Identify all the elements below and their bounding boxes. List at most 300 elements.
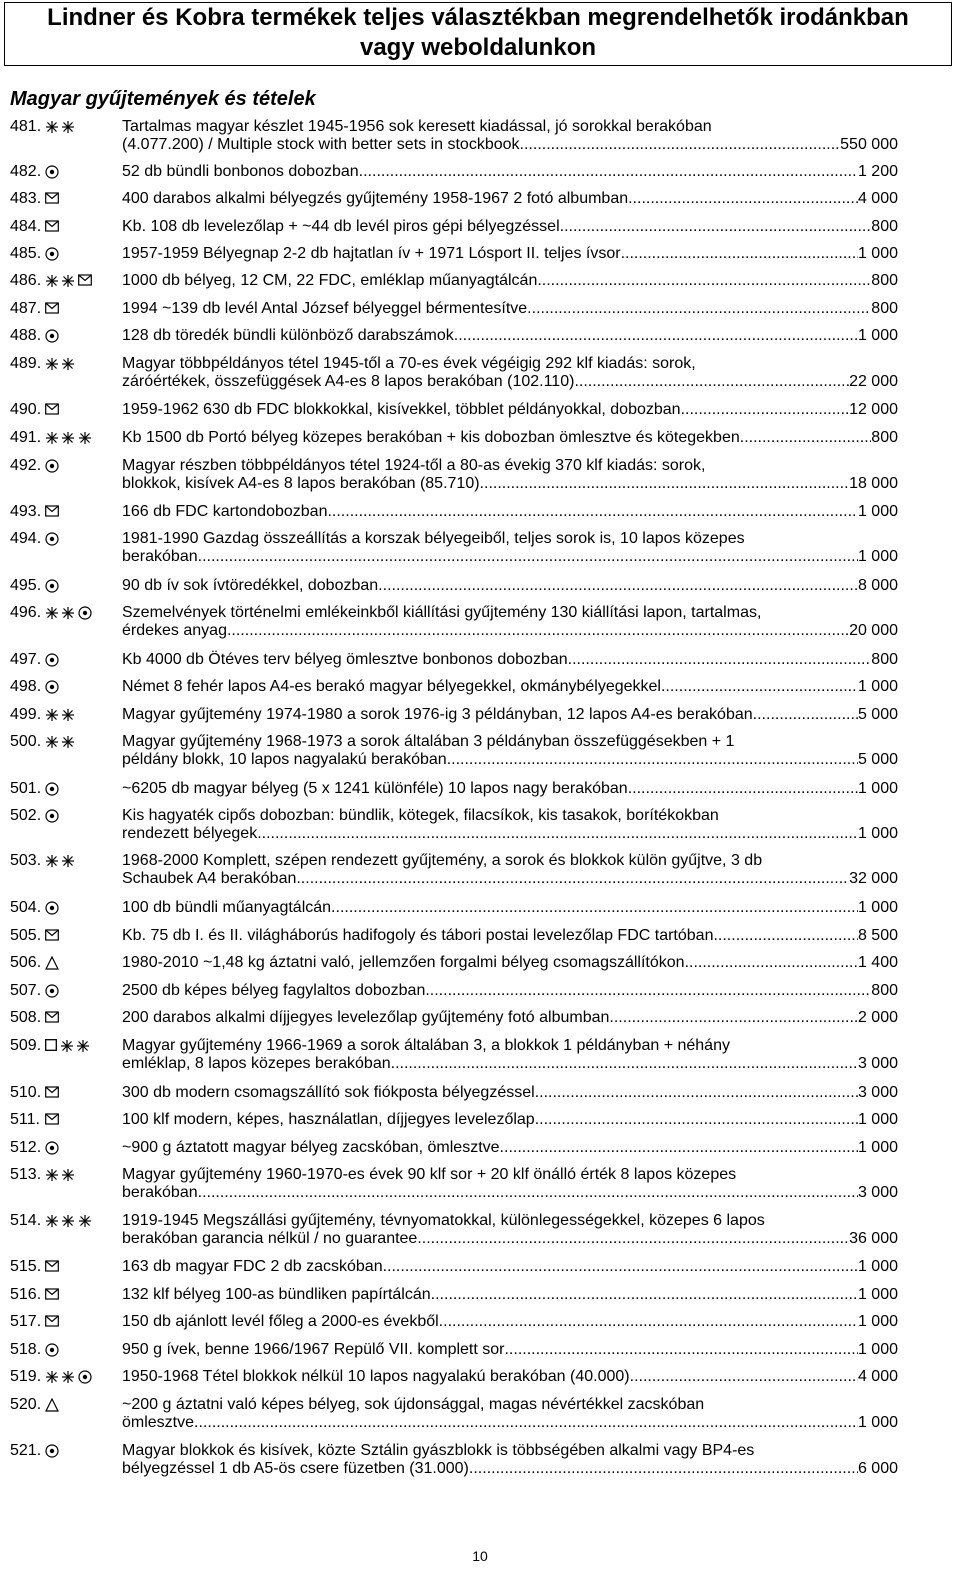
lot-price-line [122,1230,898,1248]
lot-description-line: 1981-1990 Gazdag összeállítás a korszak bélyegeiből, teljes sorok is, 10 lapos közepes [122,530,745,547]
dot-leader [535,1084,858,1102]
condition-icons [45,604,92,622]
lot-description [122,577,898,595]
cover-icon [45,403,59,417]
lot-description-last-line: 90 db ív sok ívtöredékkel, dobozban [122,577,379,594]
lot-price: 18 000 [849,475,898,492]
lot-price: 800 [871,651,898,668]
lot-price-line [122,870,898,888]
dot-leader [504,1341,857,1359]
lot-price: 3 000 [857,1055,898,1072]
mint-never-hinged-icon [45,120,75,134]
triangle-icon [45,1398,59,1412]
lot-price: 1 000 [857,1111,898,1128]
lot-description-last-line: 2500 db képes bélyeg fagylaltos dobozban [122,982,426,999]
announcement-header [4,2,952,66]
condition-icons [45,706,75,724]
dot-leader [469,1460,858,1478]
lot-description-last-line: 128 db töredék bündli különböző darabszámok [122,327,454,344]
condition-icons [45,899,59,917]
lot-price-line [122,1139,898,1157]
lot-description [122,118,898,154]
lot-price: 1 000 [857,503,898,520]
lot-description-last-line: Kb 1500 db Portó bélyeg közepes berakóban + kis dobozban ömlesztve és kötegekben [122,429,740,446]
condition-icons [45,982,59,1000]
condition-icons [45,733,75,751]
lot-description-last-line: 100 klf modern, képes, használatlan, díjjegyes levelezőlap [122,1111,535,1128]
condition-icons [45,780,59,798]
lot-price-line [122,1084,898,1102]
mint-never-hinged-icon [45,357,75,371]
dot-leader [431,1286,858,1304]
condition-icons [45,1313,59,1331]
dot-leader [568,651,872,669]
lot-price-line [122,899,898,917]
dot-leader [327,503,857,521]
lot-description [122,530,898,566]
lot-number: 493. [10,503,42,520]
lot-description-last-line: Kb 4000 db Ötéves terv bélyeg ömlesztve bonbonos dobozban [122,651,568,668]
lot-price-line [122,475,898,493]
lot-price-line [122,429,898,447]
announcement-line-2: vagy weboldalunkon [359,34,597,61]
dot-leader [628,780,858,798]
cover-icon [45,192,59,206]
lot-price: 32 000 [849,870,898,887]
lot-description-last-line: emléklap, 8 lapos közepes berakóban [122,1055,391,1072]
mint-never-hinged-icon [45,708,75,722]
cover-icon [45,1260,59,1274]
lot-description [122,429,898,447]
lot-description [122,1258,898,1276]
dot-leader [713,927,857,945]
lot-price: 800 [871,218,898,235]
lot-description [122,982,898,1000]
lot-number: 485. [10,245,42,262]
lot-price: 1 000 [857,1313,898,1330]
condition-icons [45,218,59,236]
dot-leader [480,475,850,493]
condition-icons [45,1442,59,1460]
lot-description-line: Magyar többpéldányos tétel 1945-től a 70-es évek végéigig 292 klf kiadás: sorok, [122,355,696,372]
lot-description-last-line: 100 db bündli műanyagtálcán [122,899,332,916]
lot-price: 1 400 [857,954,898,971]
lot-number: 517. [10,1313,42,1330]
lot-description-last-line: 163 db magyar FDC 2 db zacskóban [122,1258,383,1275]
lot-price-line [122,1414,898,1432]
condition-icons [45,954,59,972]
lot-price-line [122,1286,898,1304]
lot-number: 500. [10,733,42,750]
dot-leader [537,272,871,290]
lot-price-line [122,678,898,696]
lot-description [122,327,898,345]
condition-icons [45,163,59,181]
lot-description-last-line: ~6205 db magyar bélyeg (5 x 1241 különféle) 10 lapos nagy berakóban [122,780,628,797]
lot-description [122,651,898,669]
lot-price: 800 [871,982,898,999]
lot-number: 484. [10,218,42,235]
condition-icons [45,457,59,475]
used-icon [45,809,59,823]
lot-description-last-line: ~900 g áztatott magyar bélyeg zacskóban, ömlesztve [122,1139,500,1156]
lot-price-line [122,706,898,724]
lot-number: 496. [10,604,42,621]
lot-number: 516. [10,1286,42,1303]
lot-price-line [122,577,898,595]
lot-number: 521. [10,1442,42,1459]
lot-description [122,899,898,917]
lot-description-line: Magyar gyűjtemény 1968-1973 a sorok általában 3 példányban összefüggésekben + 1 [122,733,735,750]
lot-price-line [122,548,898,566]
used-icon [45,459,59,473]
condition-icons [45,927,59,945]
cover-icon [45,1086,59,1100]
lot-description-last-line: ömlesztve [122,1414,195,1431]
condition-icons [45,327,59,345]
lot-description-last-line: 1957-1959 Bélyegnap 2-2 db hajtatlan ív + 1971 Lósport II. teljes ívsor [122,245,621,262]
lot-price-line [122,1111,898,1129]
lot-price-line [122,651,898,669]
lot-price-line [122,245,898,263]
lot-number: 511. [10,1111,40,1128]
condition-icons [45,1341,59,1359]
lot-description-line: Tartalmas magyar készlet 1945-1956 sok keresett kiadással, jó sorokkal berakóban [122,118,712,135]
square-icon [45,1039,57,1053]
dot-leader [628,190,858,208]
lot-price: 4 000 [857,1368,898,1385]
cover-icon [45,1011,59,1025]
lot-price: 1 200 [857,163,898,180]
used-icon [45,579,59,593]
used-icon [45,901,59,915]
lot-price: 1 000 [857,548,898,565]
lot-number: 494. [10,530,42,547]
cover-icon [45,1113,59,1127]
dot-leader [194,1414,858,1432]
triangle-icon [45,956,59,970]
condition-icons [45,401,59,419]
used-icon [45,653,59,667]
lot-description [122,927,898,945]
cover-icon [78,274,92,288]
lot-description-last-line: Schaubek A4 berakóban [122,870,297,887]
lot-price-line [122,373,898,391]
lot-number: 505. [10,927,42,944]
dot-leader [685,954,858,972]
lot-number: 515. [10,1258,42,1275]
lot-description [122,218,898,236]
dot-leader [630,1368,858,1386]
used-icon [45,532,59,546]
section-title: Magyar gyűjtemények és tételek [10,88,316,110]
dot-leader [257,825,858,843]
lot-price: 1 000 [857,899,898,916]
lot-price: 20 000 [849,622,898,639]
lot-price-line [122,825,898,843]
used-icon [45,247,59,261]
lot-price-line [122,780,898,798]
lot-number: 483. [10,190,42,207]
lot-number: 512. [10,1139,42,1156]
lot-description-line: 1919-1945 Megszállási gyűjtemény, tévnyomatokkal, különlegességekkel, közepes 6 lapos [122,1212,765,1229]
lot-description-last-line: 300 db modern csomagszállító sok fiókposta bélyegzéssel [122,1084,535,1101]
lot-description [122,1111,898,1129]
lot-description [122,1341,898,1359]
lot-description-last-line: 52 db bündli bonbonos dobozban [122,163,359,180]
dot-leader [378,577,858,595]
dot-leader [454,327,858,345]
lot-number: 504. [10,899,42,916]
used-icon [45,1444,59,1458]
lot-price-line [122,163,898,181]
lot-price: 1 000 [857,780,898,797]
lot-description [122,1139,898,1157]
lot-price: 1 000 [857,1139,898,1156]
lot-description-last-line: Kb. 108 db levelezőlap + ~44 db levél piros gépi bélyegzéssel [122,218,560,235]
lot-description [122,852,898,888]
cover-icon [45,505,59,519]
lot-number: 502. [10,807,42,824]
lot-description-last-line: Magyar gyűjtemény 1974-1980 a sorok 1976-ig 3 példányban, 12 lapos A4-es berakóban [122,706,753,723]
lot-description-last-line: 150 db ajánlott levél főleg a 2000-es évekből [122,1313,439,1330]
condition-icons [45,272,92,290]
lot-description-last-line: (4.077.200) / Multiple stock with better sets in stockbook [122,136,520,153]
lot-price: 1 000 [857,678,898,695]
lot-description [122,1286,898,1304]
lot-price-line [122,1368,898,1386]
lot-description [122,1037,898,1073]
lot-number: 489. [10,355,42,372]
mint-never-hinged-icon [45,606,75,620]
lot-number: 482. [10,163,42,180]
lot-description [122,807,898,843]
lot-description-line: Magyar gyűjtemény 1966-1969 a sorok általában 3, a blokkok 1 példányban + néhány [122,1037,730,1054]
cover-icon [45,1315,59,1329]
lot-price: 36 000 [849,1230,898,1247]
condition-icons [45,503,59,521]
lot-description-last-line: 166 db FDC kartondobozban [122,503,328,520]
cover-icon [45,220,59,234]
lot-description [122,272,898,290]
used-icon [45,782,59,796]
lot-description [122,457,898,493]
lot-description-last-line: 1994 ~139 db levél Antal József bélyeggel bérmentesítve [122,300,528,317]
lot-description-last-line: példány blokk, 10 lapos nagyalakú berakóban [122,751,447,768]
condition-icons [45,1286,59,1304]
dot-leader [439,1313,858,1331]
lot-description-last-line: rendezett bélyegek [122,825,258,842]
lot-number: 495. [10,577,42,594]
lot-price-line [122,136,898,154]
dot-leader [447,751,858,769]
lot-number: 487. [10,300,42,317]
dot-leader [425,982,871,1000]
lot-price-line [122,982,898,1000]
lot-price: 1 000 [857,1286,898,1303]
dot-leader [383,1258,858,1276]
lot-description-last-line: 950 g ívek, benne 1966/1967 Repülő VII. komplett sor [122,1341,505,1358]
dot-leader [609,1009,858,1027]
condition-icons [45,1258,59,1276]
dot-leader [417,1230,849,1248]
condition-icons [45,1368,92,1386]
lot-number: 492. [10,457,42,474]
dot-leader [681,401,849,419]
condition-icons [45,245,59,263]
lot-price: 800 [871,429,898,446]
lot-price-line [122,401,898,419]
dot-leader [500,1139,858,1157]
used-icon [45,165,59,179]
lot-description-last-line: érdekes anyag [122,622,227,639]
lot-price-line [122,300,898,318]
lot-number: 506. [10,954,42,971]
lot-price-line [122,503,898,521]
lot-price-line [122,1055,898,1073]
mint-never-hinged-icon [45,854,75,868]
lot-description [122,1009,898,1027]
lot-price: 800 [871,300,898,317]
lot-price-line [122,751,898,769]
mint-never-hinged-icon [45,1370,75,1384]
lot-description-last-line: blokkok, kisívek A4-es 8 lapos berakóban (85.710) [122,475,480,492]
dot-leader [359,163,858,181]
dot-leader [535,1111,858,1129]
lot-price: 2 000 [857,1009,898,1026]
lot-number: 514. [10,1212,42,1229]
lot-number: 501. [10,780,42,797]
condition-icons [45,852,75,870]
condition-icons [45,429,92,447]
dot-leader [520,136,841,154]
mint-never-hinged-icon [60,1039,90,1053]
dot-leader [331,899,858,917]
lot-description-line: Magyar részben többpéldányos tétel 1924-től a 80-as évekig 370 klf kiadás: sorok, [122,457,706,474]
condition-icons [45,1212,92,1230]
lot-price: 4 000 [857,190,898,207]
lot-description-last-line: 400 darabos alkalmi bélyegzés gyűjtemény 1958-1967 2 fotó albumban [122,190,629,207]
lot-price: 1 000 [857,825,898,842]
lot-description [122,401,898,419]
dot-leader [198,548,858,566]
dot-leader [560,218,872,236]
lot-number: 507. [10,982,42,999]
lot-description [122,1368,898,1386]
lot-description [122,245,898,263]
lot-description [122,300,898,318]
lot-price: 1 000 [857,1341,898,1358]
lot-description-last-line: 1000 db bélyeg, 12 CM, 22 FDC, emléklap műanyagtálcán [122,272,538,289]
lot-price: 1 000 [857,327,898,344]
lot-number: 499. [10,706,42,723]
lot-number: 519. [10,1368,42,1385]
lot-description [122,678,898,696]
condition-icons [45,300,59,318]
lot-price-line [122,1009,898,1027]
lot-description [122,190,898,208]
mint-never-hinged-icon [45,431,75,445]
lot-price: 1 000 [857,1258,898,1275]
lot-description [122,163,898,181]
used-icon [45,984,59,998]
lot-description-last-line: Német 8 fehér lapos A4-es berakó magyar bélyegekkel, okmánybélyegekkel [122,678,661,695]
lot-description [122,780,898,798]
condition-icons [45,530,59,548]
condition-icons [45,1037,90,1055]
dot-leader [753,706,858,724]
lot-price: 1 000 [857,245,898,262]
lot-description-last-line: berakóban [122,1184,198,1201]
cover-icon [45,302,59,316]
condition-icons [45,190,59,208]
mint-hinged-icon [78,1214,92,1228]
used-icon [78,1370,92,1384]
lot-description [122,733,898,769]
lot-description [122,706,898,724]
lot-price: 8 000 [857,577,898,594]
lot-description [122,604,898,640]
dot-leader [661,678,858,696]
lot-number: 491. [10,429,42,446]
used-icon [45,1343,59,1357]
condition-icons [45,1166,75,1184]
condition-icons [45,678,59,696]
lot-number: 520. [10,1396,42,1413]
lot-description [122,1442,898,1478]
used-icon [45,680,59,694]
lot-description [122,1166,898,1202]
lot-price: 1 000 [857,1414,898,1431]
condition-icons [45,1009,59,1027]
lot-description-last-line: 1959-1962 630 db FDC blokkokkal, kisívekkel, többlet példányokkal, dobozban [122,401,681,418]
lot-price-line [122,622,898,640]
lot-price: 5 000 [857,751,898,768]
lot-description-last-line: 1950-1968 Tétel blokkok nélkül 10 lapos nagyalakú berakóban (40.000) [122,1368,630,1385]
lot-number: 510. [10,1084,42,1101]
announcement-line-1: Lindner és Kobra termékek teljes választékban megrendelhetők irodánkban [47,4,909,31]
lot-description [122,503,898,521]
lot-price: 3 000 [857,1084,898,1101]
mint-never-hinged-icon [45,274,75,288]
lot-description [122,1396,898,1432]
lot-description-last-line: bélyegzéssel 1 db A5-ös csere füzetben (31.000) [122,1460,469,1477]
used-icon [45,1141,59,1155]
lot-description-last-line: Kb. 75 db I. és II. világháborús hadifogoly és tábori postai levelezőlap FDC tartóban [122,927,714,944]
lot-description-line: Szemelvények történelmi emlékeinkből kiállítási gyűjtemény 130 kiállítási lapon, tartalmas, [122,604,762,621]
lot-description-line: 1968-2000 Komplett, szépen rendezett gyűjtemény, a sorok és blokkok külön gyűjtve, 3 db [122,852,763,869]
mint-hinged-icon [78,431,92,445]
lot-number: 509. [10,1037,42,1054]
dot-leader [391,1055,858,1073]
mint-never-hinged-icon [45,1214,75,1228]
lot-price-line [122,1341,898,1359]
condition-icons [45,118,75,136]
lot-price: 550 000 [840,136,898,153]
lot-number: 508. [10,1009,42,1026]
lot-price-line [122,1313,898,1331]
page-number: 10 [472,1548,488,1564]
cover-icon [45,1288,59,1302]
condition-icons [45,1396,59,1414]
lot-description-last-line: záróértékek, összefüggések A4-es 8 lapos berakóban (102.110) [122,373,575,390]
condition-icons [45,651,59,669]
condition-icons [45,807,59,825]
dot-leader [198,1184,858,1202]
lot-price-line [122,190,898,208]
lot-price-line [122,1460,898,1478]
lot-number: 497. [10,651,42,668]
